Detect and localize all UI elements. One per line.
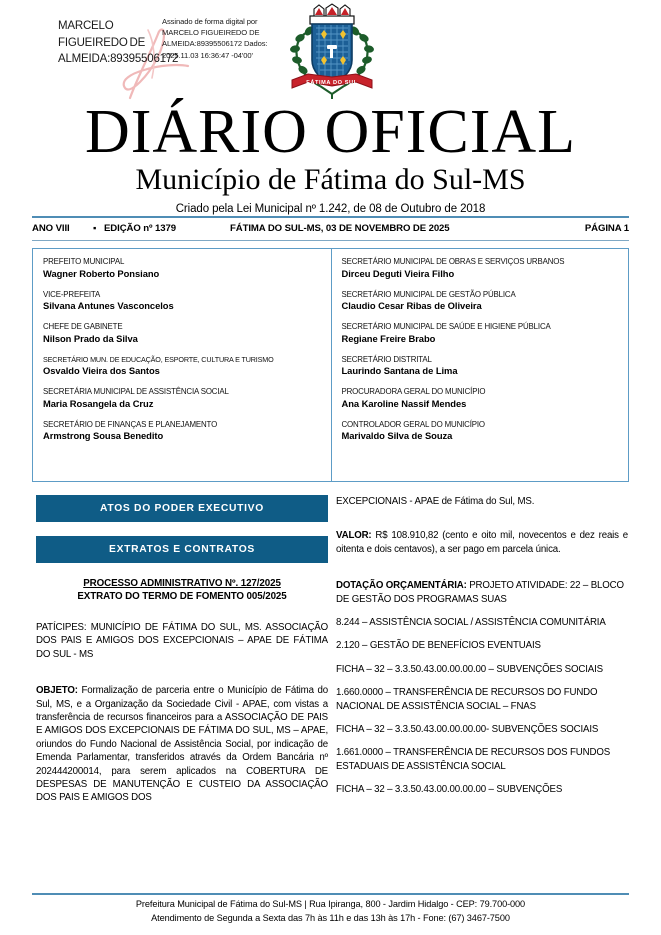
official-entry [342, 256, 621, 280]
dotacao-item: 8.244 – ASSISTÊNCIA SOCIAL / ASSISTÊNCIA COMUNITÁRIA [336, 617, 606, 629]
official-name: Claudio Cesar Ribas de Oliveira [341, 300, 482, 311]
edition-city-date: FÁTIMA DO SUL-MS, 03 DE NOVEMBRO DE 2025 [230, 223, 450, 234]
official-entry [43, 321, 323, 345]
processo-number: PROCESSO ADMINISTRATIVO Nº. 127/2025 [83, 578, 281, 589]
signature-details: Assinado de forma digital por MARCELO FIGUEIREDO DE ALMEIDA:89395506172 Dados: 2025.11.03 16:36:47 -04'00' [162, 17, 268, 60]
official-role: SECRETÁRIO DISTRITAL [341, 354, 432, 364]
section-banner-atos-poder-executivo: ATOS DO PODER EXECUTIVO [36, 495, 328, 522]
official-role: CHEFE DE GABINETE [43, 322, 123, 331]
official-entry [43, 289, 323, 313]
valor-text: R$ 108.910,82 (cento e oito mil, novecentos e dez reais e oitenta e dois centavos), a ser pago em parcela única. [336, 530, 628, 555]
edition-number: EDIÇÃO nº 1379 [104, 223, 176, 234]
page-title: DIÁRIO OFICIAL [84, 98, 577, 166]
official-name: Armstrong Sousa Benedito [43, 430, 164, 441]
section-banner-extratos-contratos: EXTRATOS E CONTRATOS [36, 536, 328, 563]
paragraph-dotacao-orcamentaria [336, 579, 628, 606]
extrato-termo-fomento: EXTRATO DO TERMO DE FOMENTO 005/2025 [77, 591, 287, 602]
valor-label: VALOR: [336, 530, 372, 542]
officials-column-right [331, 249, 629, 481]
official-entry [342, 289, 621, 313]
svg-text:FÁTIMA DO SUL: FÁTIMA DO SUL [306, 80, 358, 86]
paragraph-objeto [36, 684, 328, 805]
official-entry [43, 419, 323, 443]
edition-bar [32, 220, 629, 238]
brasao-fatima-do-sul-icon [286, 2, 378, 102]
official-role: SECRETÁRIO MUNICIPAL DE SAÚDE E HIGIENE PÚBLICA [341, 322, 551, 331]
official-entry [43, 256, 323, 280]
dotacao-item: FICHA – 32 – 3.3.50.43.00.00.00.00 – SUBVENÇÕES SOCIAIS [336, 663, 603, 675]
paragraph-continuation: EXCEPCIONAIS - APAE de Fátima do Sul, MS. [336, 496, 535, 507]
official-name: Maria Rosangela da Cruz [43, 397, 154, 409]
official-role: PREFEITO MUNICIPAL [43, 257, 125, 266]
official-role: SECRETÁRIO DE FINANÇAS E PLANEJAMENTO [43, 419, 218, 429]
paragraph-paticipes: PATÍCIPES: MUNICÍPIO DE FÁTIMA DO SUL, MS. ASSOCIAÇÃO DOS PAIS E AMIGOS DOS EXCEPCIONAIS – APAE DE FÁTIMA DO SUL - MS [36, 622, 328, 660]
masthead-subtitle: Município de Fátima do Sul-MS [135, 163, 526, 196]
official-entry [342, 321, 621, 345]
dotacao-item: FICHA – 32 – 3.3.50.43.00.00.00.00 – SUBVENÇÕES [336, 784, 563, 796]
dotacao-label: DOTAÇÃO ORÇAMENTÁRIA: [336, 580, 467, 592]
official-entry [43, 386, 323, 410]
official-entry [342, 419, 621, 443]
masthead [0, 98, 661, 217]
official-entry [342, 386, 621, 410]
page-number: PÁGINA 1 [584, 223, 629, 234]
masthead-law-reference: Criado pela Lei Municipal nº 1.242, de 08 de Outubro de 2018 [175, 203, 486, 215]
official-name: Silvana Antunes Vasconcelos [43, 300, 174, 311]
edition-year: ANO VIII [32, 223, 70, 234]
dotacao-item: 1.660.0000 – TRANSFERÊNCIA DE RECURSOS DO FUNDO NACIONAL DE ASSISTÊNCIA SOCIAL – FNAS [336, 687, 598, 712]
official-entry [43, 354, 323, 378]
official-name: Dirceu Deguti Vieira Filho [341, 267, 455, 279]
official-role: SECRETÁRIO MUN. DE EDUCAÇÃO, ESPORTE, CULTURA E TURISMO [43, 354, 274, 364]
dotacao-item: 2.120 – GESTÃO DE BENEFÍCIOS EVENTUAIS [336, 640, 541, 652]
edition-separator: ▪ [93, 223, 97, 234]
official-role: VICE-PREFEITA [43, 289, 101, 299]
footer-rule [32, 893, 629, 895]
official-role: CONTROLADOR GERAL DO MUNICÍPIO [341, 419, 485, 429]
official-name: Laurindo Santana de Lima [341, 365, 458, 376]
official-entry [342, 354, 621, 378]
officials-column-left [33, 249, 331, 481]
digital-signature-block [58, 10, 273, 105]
official-name: Osvaldo Vieira dos Santos [43, 365, 160, 376]
signature-subject-name: MARCELO FIGUEIREDO DE ALMEIDA:89395506172 [58, 20, 179, 65]
content-column-right [336, 495, 628, 807]
footer-hours: Atendimento de Segunda a Sexta das 7h às 11h e das 13h às 17h - Fone: (67) 3467-7500 [151, 912, 510, 923]
edition-bar-rule-top [32, 216, 629, 218]
officials-table [32, 248, 629, 482]
dotacao-text: PROJETO ATIVIDADE: 22 – BLOCO DE GESTÃO DOS PROGRAMAS SUAS [336, 580, 624, 605]
footer [32, 898, 629, 925]
official-name: Wagner Roberto Ponsiano [43, 267, 160, 279]
official-role: SECRETÁRIA MUNICIPAL DE ASSISTÊNCIA SOCIAL [43, 387, 229, 396]
official-role: SECRETÁRIO MUNICIPAL DE GESTÃO PÚBLICA [341, 289, 516, 299]
objeto-label: OBJETO: [36, 685, 78, 697]
processo-heading [36, 577, 328, 603]
content-column-left [36, 495, 328, 818]
official-name: Regiane Freire Brabo [341, 332, 436, 344]
footer-address: Prefeitura Municipal de Fátima do Sul-MS | Rua Ipiranga, 800 - Jardim Hidalgo - CEP: 79.700-000 [135, 899, 526, 909]
dotacao-item: 1.661.0000 – TRANSFERÊNCIA DE RECURSOS DOS FUNDOS ESTADUAIS DE ASSISTÊNCIA SOCIAL [336, 747, 611, 772]
official-name: Ana Karoline Nassif Mendes [341, 397, 467, 409]
official-name: Nilson Prado da Silva [43, 332, 138, 344]
edition-bar-rule-bottom [32, 240, 629, 241]
dotacao-item: FICHA – 32 – 3.3.50.43.00.00.00.00- SUBVENÇÕES SOCIAIS [336, 724, 599, 736]
objeto-text: Formalização de parceria entre o Município de Fátima do Sul, MS, e a Organização da Sociedade Civil - APAE, com vistas a transferência de recursos financeiros para a ASSOCIAÇÃO DE PAIS E AMIGOS DOS EXCEPCIONAIS DE FÁTIMA DO SUL, MS – APAE, oriundos do Fundo Nacional de Assistência Social, por indicação de Emenda Parlamentar, transferidos através da Ordem Bancária nº 202444200014, para serem aplicados na COBERTURA DE DESPESAS DE MANUTENÇÃO E CUSTEIO DA ASSOCIAÇÃO DOS PAIS E AMIGOS DOS [36, 685, 328, 804]
official-role: PROCURADORA GERAL DO MUNICÍPIO [341, 387, 486, 396]
official-role: SECRETÁRIO MUNICIPAL DE OBRAS E SERVIÇOS URBANOS [341, 257, 565, 266]
official-name: Marivaldo Silva de Souza [341, 430, 453, 441]
paragraph-valor [336, 529, 628, 556]
